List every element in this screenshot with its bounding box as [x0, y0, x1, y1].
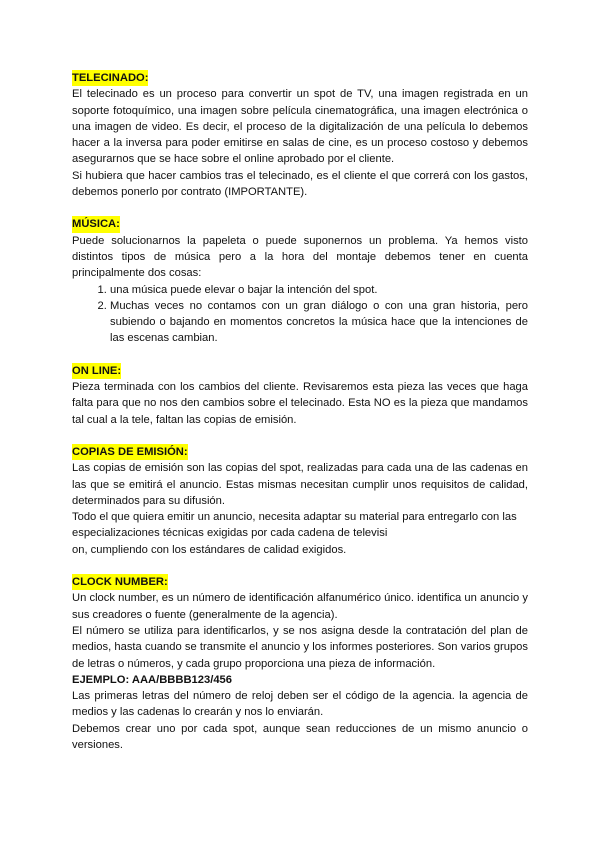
paragraph: Pieza terminada con los cambios del cliente. Revisaremos esta pieza las veces que haga falta para que no nos den cambios sobre el telecinado. Esta NO es la pieza que mandamos tal cual a la tele, faltan las copias de emisión. — [72, 381, 528, 426]
paragraph: El número se utiliza para identificarlos, y se nos asigna desde la contratación del plan de medios, hasta cuando se transmite el anuncio y los informes posteriores. Son varios grupos de letras o números, y cada grupo proporciona una pieza de información. — [72, 624, 528, 670]
example-code: EJEMPLO: AAA/BBBB123/456 — [72, 673, 232, 686]
paragraph: on, cumpliendo con los estándares de calidad exigidos. — [72, 543, 347, 556]
section-telecinado — [72, 70, 528, 200]
paragraph: Las copias de emisión son las copias del spot, realizadas para cada una de las cadenas en las que se emitirá el anuncio. Estas mismas necesitan cumplir unos requisitos de calidad, determinados para su difusión. — [72, 462, 528, 507]
numbered-list — [72, 282, 528, 347]
section-heading: TELECINADO: — [72, 70, 148, 86]
section-musica — [72, 216, 528, 346]
section-heading: MÚSICA: — [72, 216, 120, 232]
section-heading: COPIAS DE EMISIÓN: — [72, 444, 188, 460]
paragraph: Puede solucionarnos la papeleta o puede suponernos un problema. Ya hemos visto distintos tipos de música pero a la hora del montaje debemos tener en cuenta principalmente dos cosas: — [72, 234, 528, 280]
paragraph: El telecinado es un proceso para convertir un spot de TV, una imagen registrada en un soporte fotoquímico, una imagen sobre película cinematográfica, una imagen electrónica o una imagen de video. Es decir, el proceso de la digitalización de una película lo debemos hacer a la inversa para poder emitirse en salas de cine, es un proceso costoso y debemos asegurarnos que se hace sobre el online aprobado por el cliente. — [72, 88, 528, 166]
section-on-line — [72, 363, 528, 428]
section-heading: ON LINE: — [72, 363, 121, 379]
section-heading: CLOCK NUMBER: — [72, 574, 168, 590]
paragraph: Debemos crear uno por cada spot, aunque sean reducciones de un mismo anuncio o versiones. — [72, 722, 528, 751]
paragraph: Las primeras letras del número de reloj deben ser el código de la agencia. la agencia de medios y las cadenas lo crearán y nos lo enviarán. — [72, 690, 528, 719]
paragraph: Un clock number, es un número de identificación alfanumérico único. identifica un anuncio y sus creadores o fuente (generalmente de la agencia). — [72, 592, 528, 621]
list-item: 2. Muchas veces no contamos con un gran diálogo o con una gran historia, pero subiendo o bajando en momentos concretos la música hace que la intenciones de las escenas cambian. — [110, 298, 528, 347]
section-clock-number — [72, 574, 528, 753]
paragraph: Todo el que quiera emitir un anuncio, necesita adaptar su material para entregarlo con las especializaciones técnicas exigidas por cada cadena de televisi — [72, 511, 517, 540]
section-copias-de-emision — [72, 444, 528, 558]
paragraph: Si hubiera que hacer cambios tras el telecinado, es el cliente el que correrá con los gastos, debemos ponerlo por contrato (IMPORTANTE). — [72, 169, 528, 199]
list-item: 1. una música puede elevar o bajar la intención del spot. — [110, 282, 528, 298]
